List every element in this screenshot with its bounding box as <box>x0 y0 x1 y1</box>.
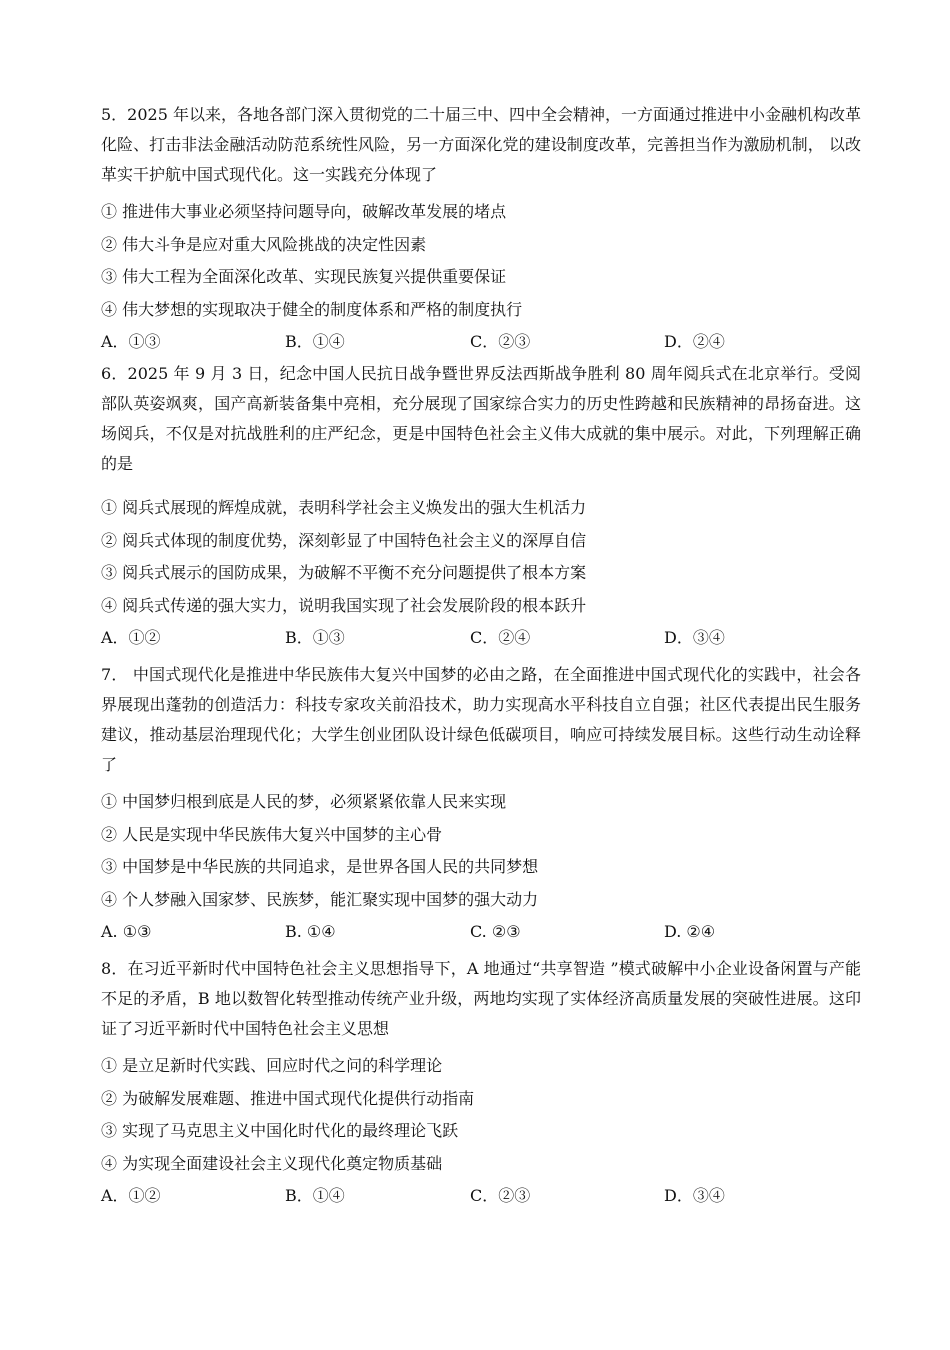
question-stem: 5．2025 年以来，各地各部门深入贯彻党的二十届三中、四中全会精神，一方面通过推进中小金融机构改革化险、打击非法金融活动防范系统性风险，另一方面深化党的建设制度改革，完善担当作为激励机制， 以改革实干护航中国式现代化。这一实践充分体现了 <box>101 105 861 184</box>
choice-d[interactable]: D．②④ <box>664 332 725 351</box>
statement-item: ③ 中国梦是中华民族的共同追求，是世界各国人民的共同梦想 <box>101 857 539 876</box>
question-stem: 7． 中国式现代化是推进中华民族伟大复兴中国梦的必由之路，在全面推进中国式现代化的实践中，社会各界展现出蓬勃的创造活力：科技专家攻关前沿技术，助力实现高水平科技自立自强；社区代表提出民生服务建议，推动基层治理现代化；大学生创业团队设计绿色低碳项目，响应可持续发展目标。这些行动生动诠释了 <box>101 665 861 774</box>
statement-list <box>101 196 861 326</box>
answer-choices <box>101 622 861 654</box>
exam-page <box>101 100 861 1212</box>
choice-a[interactable]: A．①② <box>101 1186 161 1205</box>
statement-item: ① 中国梦归根到底是人民的梦，必须紧紧依靠人民来实现 <box>101 792 507 811</box>
choice-b[interactable]: B．①④ <box>285 332 345 351</box>
statement-item: ④ 个人梦融入国家梦、民族梦，能汇聚实现中国梦的强大动力 <box>101 889 539 909</box>
answer-choices <box>101 916 861 948</box>
statement-item: ② 为破解发展难题、推进中国式现代化提供行动指南 <box>101 1088 475 1108</box>
choice-b[interactable]: B．①④ <box>285 1186 345 1205</box>
statement-item: ③ 阅兵式展示的国防成果，为破解不平衡不充分问题提供了根本方案 <box>101 563 587 582</box>
question-7 <box>101 660 861 948</box>
statement-item: ② 伟大斗争是应对重大风险挑战的决定性因素 <box>101 234 427 254</box>
question-6 <box>101 359 861 654</box>
answer-choices <box>101 326 861 358</box>
choice-c[interactable]: C．②③ <box>470 1186 531 1205</box>
statement-item: ② 阅兵式体现的制度优势，深刻彰显了中国特色社会主义的深厚自信 <box>101 530 587 550</box>
statement-item: ③ 实现了马克思主义中国化时代化的最终理论飞跃 <box>101 1121 459 1140</box>
choice-d[interactable]: D. ②④ <box>664 922 716 941</box>
statement-item: ① 推进伟大事业必须坚持问题导向，破解改革发展的堵点 <box>101 202 507 221</box>
choice-b[interactable]: B．①③ <box>285 628 345 647</box>
statement-item: ① 是立足新时代实践、回应时代之问的科学理论 <box>101 1056 443 1075</box>
statement-list <box>101 492 861 622</box>
statement-list <box>101 786 861 916</box>
choice-c[interactable]: C．②③ <box>470 332 531 351</box>
choice-a[interactable]: A. ①③ <box>101 922 152 941</box>
question-stem: 6．2025 年 9 月 3 日，纪念中国人民抗日战争暨世界反法西斯战争胜利 80 周年阅兵式在北京举行。受阅部队英姿飒爽，国产高新装备集中亮相，充分展现了国家综合实力的历史性跨越和民族精神的昂扬奋进。这场阅兵，不仅是对抗战胜利的庄严纪念，更是中国特色社会主义伟大成就的集中展示。对此，下列理解正确的是 <box>101 364 861 473</box>
question-5 <box>101 100 861 358</box>
question-8 <box>101 954 861 1212</box>
statement-item: ④ 阅兵式传递的强大实力，说明我国实现了社会发展阶段的根本跃升 <box>101 595 587 615</box>
choice-d[interactable]: D．③④ <box>664 628 725 647</box>
statement-list <box>101 1050 861 1180</box>
choice-c[interactable]: C. ②③ <box>470 922 521 941</box>
question-stem: 8．在习近平新时代中国特色社会主义思想指导下，A 地通过“共享智造 ”模式破解中小企业设备闲置与产能不足的矛盾，B 地以数智化转型推动传统产业升级，两地均实现了实体经济高质量发展的突破性进展。这印证了习近平新时代中国特色社会主义思想 <box>101 959 861 1038</box>
statement-item: ① 阅兵式展现的辉煌成就，表明科学社会主义焕发出的强大生机活力 <box>101 498 587 517</box>
choice-a[interactable]: A．①② <box>101 628 161 647</box>
choice-d[interactable]: D．③④ <box>664 1186 725 1205</box>
statement-item: ③ 伟大工程为全面深化改革、实现民族复兴提供重要保证 <box>101 267 507 286</box>
choice-b[interactable]: B. ①④ <box>285 922 336 941</box>
statement-item: ④ 伟大梦想的实现取决于健全的制度体系和严格的制度执行 <box>101 299 523 319</box>
choice-a[interactable]: A．①③ <box>101 332 161 351</box>
statement-item: ④ 为实现全面建设社会主义现代化奠定物质基础 <box>101 1153 443 1173</box>
answer-choices <box>101 1180 861 1212</box>
statement-item: ② 人民是实现中华民族伟大复兴中国梦的主心骨 <box>101 824 443 844</box>
choice-c[interactable]: C．②④ <box>470 628 531 647</box>
